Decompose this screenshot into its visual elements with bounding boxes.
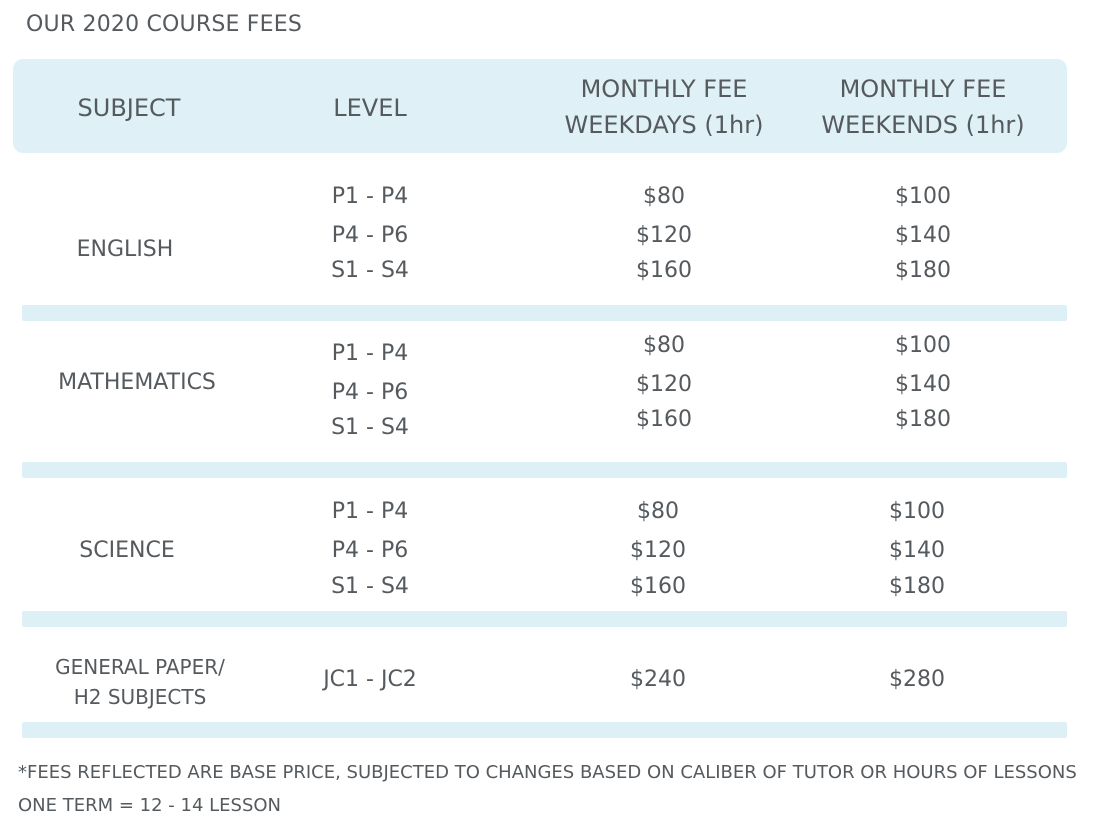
subject-mathematics: MATHEMATICS [58, 370, 216, 395]
header-weekends-line1: MONTHLY FEE [839, 75, 1007, 103]
row-separator [22, 462, 1067, 478]
weekday-fee: $120 [636, 372, 692, 397]
subject-general-paper [30, 652, 250, 712]
weekday-fee: $80 [643, 184, 685, 209]
header-level: LEVEL [333, 94, 407, 122]
header-weekends-line2: WEEKENDS (1hr) [821, 111, 1025, 139]
weekend-fee: $100 [889, 499, 945, 524]
header-weekdays [544, 71, 784, 143]
weekend-fee: $100 [895, 184, 951, 209]
weekday-fee: $240 [630, 667, 686, 692]
level-cell: JC1 - JC2 [323, 667, 417, 692]
weekday-fee: $80 [643, 333, 685, 358]
level-cell: P4 - P6 [331, 223, 409, 248]
subject-general-paper-line2: H2 SUBJECTS [73, 685, 207, 709]
weekend-fee: $140 [895, 372, 951, 397]
subject-science: SCIENCE [79, 538, 175, 563]
level-cell: S1 - S4 [331, 415, 409, 440]
weekday-fee: $120 [636, 223, 692, 248]
row-separator [22, 611, 1067, 627]
subject-general-paper-line1: GENERAL PAPER/ [55, 655, 225, 679]
page-title: OUR 2020 COURSE FEES [26, 12, 303, 37]
fee-disclaimer: *FEES REFLECTED ARE BASE PRICE, SUBJECTED TO CHANGES BASED ON CALIBER OF TUTOR OR HOURS OF LESSONS [18, 762, 1077, 783]
header-subject: SUBJECT [77, 94, 181, 122]
weekend-fee: $140 [895, 223, 951, 248]
subject-english: ENGLISH [76, 237, 174, 262]
weekend-fee: $280 [889, 667, 945, 692]
row-separator [22, 305, 1067, 321]
weekday-fee: $160 [630, 574, 686, 599]
header-weekdays-line1: MONTHLY FEE [580, 75, 748, 103]
weekend-fee: $180 [895, 407, 951, 432]
level-cell: P4 - P6 [331, 538, 409, 563]
term-note: ONE TERM = 12 - 14 LESSON [18, 795, 282, 816]
level-cell: P4 - P6 [331, 380, 409, 405]
weekend-fee: $140 [889, 538, 945, 563]
level-cell: P1 - P4 [331, 341, 409, 366]
level-cell: P1 - P4 [331, 499, 409, 524]
level-cell: S1 - S4 [331, 574, 409, 599]
weekend-fee: $180 [895, 258, 951, 283]
weekday-fee: $120 [630, 538, 686, 563]
level-cell: P1 - P4 [331, 184, 409, 209]
level-cell: S1 - S4 [331, 258, 409, 283]
weekday-fee: $80 [637, 499, 679, 524]
row-separator [22, 722, 1067, 738]
weekend-fee: $180 [889, 574, 945, 599]
weekend-fee: $100 [895, 333, 951, 358]
header-weekdays-line2: WEEKDAYS (1hr) [564, 111, 764, 139]
weekday-fee: $160 [636, 407, 692, 432]
header-weekends [803, 71, 1043, 143]
weekday-fee: $160 [636, 258, 692, 283]
